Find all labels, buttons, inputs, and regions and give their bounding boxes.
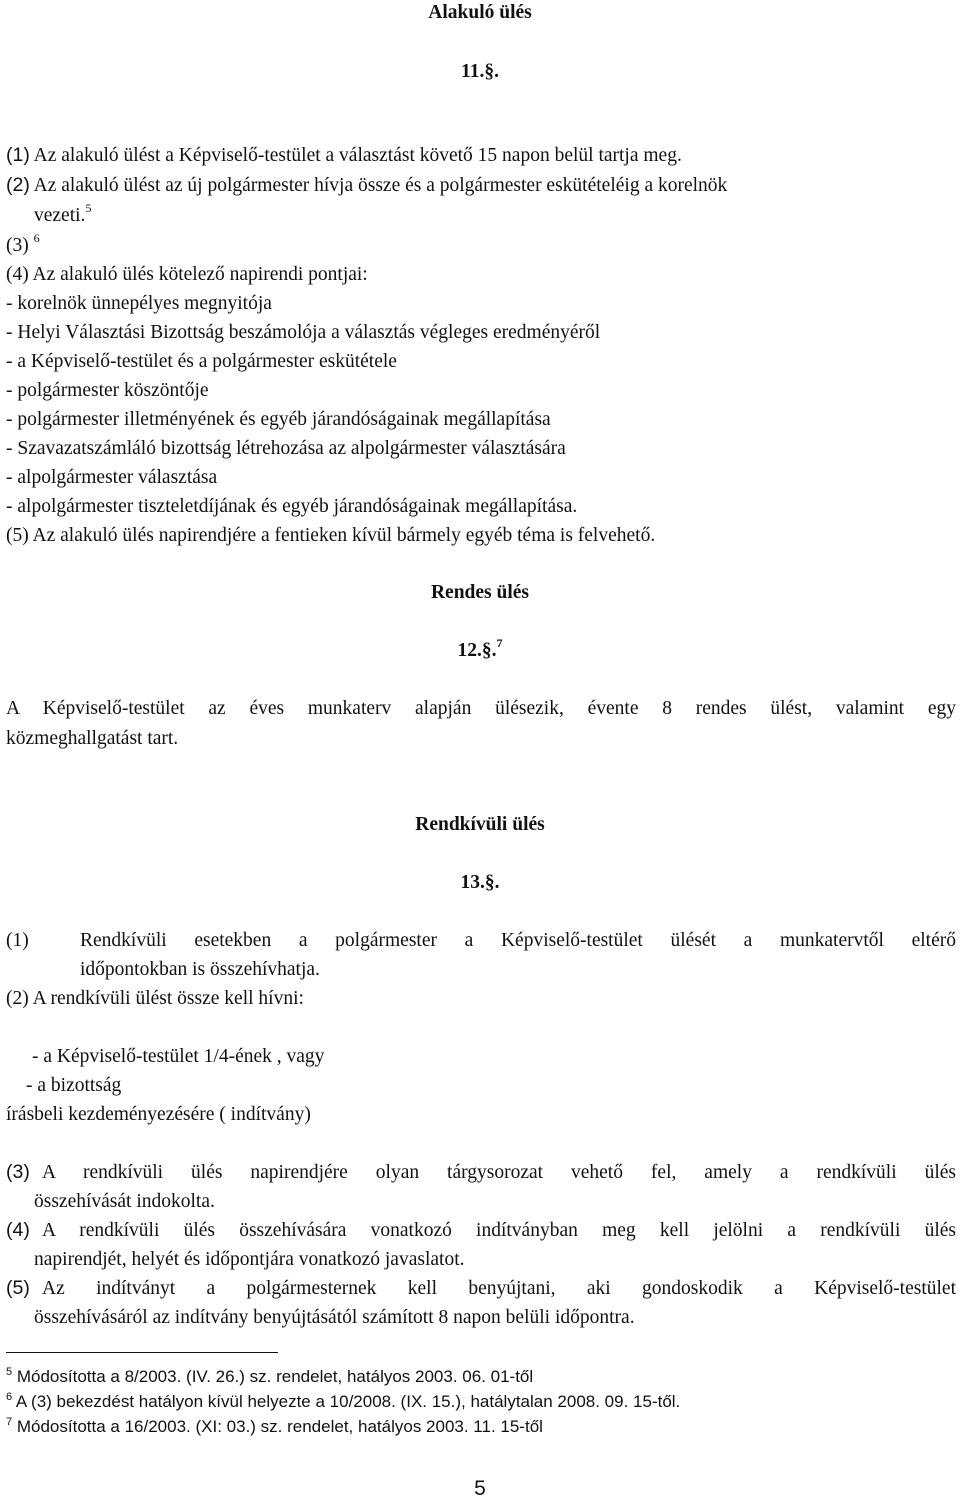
paragraph-13-3-line2: összehívását indokolta. — [34, 1191, 215, 1212]
footnote — [6, 1393, 680, 1410]
section-heading-rendkivuli: Rendkívüli ülés — [415, 814, 545, 835]
paragraph-13-3-line1: A rendkívüli ülés napirendjére olyan tárgysorozat vehető fel, amely a rendkívüli ülés — [42, 1162, 956, 1183]
footnote — [6, 1418, 543, 1435]
paragraph-13-1-line2: időpontokban is összehívhatja. — [80, 959, 320, 980]
agenda-item: - polgármester illetményének és egyéb járandóságainak megállapítása — [6, 409, 551, 430]
paragraph-11-4-intro: (4) Az alakuló ülés kötelező napirendi pontjai: — [6, 264, 368, 285]
paragraph-text: Az alakuló ülést a Képviselő-testület a választást követő 15 napon belül tartja meg. — [33, 145, 682, 166]
footnote-ref[interactable]: 5 — [85, 201, 92, 215]
paragraph-11-1 — [6, 146, 682, 166]
section-heading-rendes: Rendes ülés — [430, 582, 530, 603]
agenda-item: - alpolgármester választása — [6, 467, 218, 488]
paragraph-number: (1) — [6, 144, 30, 166]
paragraph-11-3 — [6, 231, 40, 256]
paragraph-text: vezeti. — [34, 205, 86, 226]
footnote-text: A (3) bekezdést hatályon kívül helyezte a 10/2008. (IX. 15.), hatálytalan 2008. 09. 15-től. — [15, 1392, 681, 1411]
footnote-ref[interactable]: 7 — [496, 636, 503, 650]
paragraph-13-5-line2: összehívásáról az indítvány benyújtásától számított 8 napon belüli időpontra. — [34, 1307, 635, 1328]
paragraph-number: (2) — [6, 174, 30, 196]
agenda-item: - korelnök ünnepélyes megnyitója — [6, 293, 272, 314]
paragraph-11-2-line2 — [34, 201, 92, 226]
section-number-11: 11.§. — [461, 61, 499, 82]
footnote-number: 6 — [6, 1391, 13, 1403]
paragraph-13-1-line1: Rendkívüli esetekben a polgármester a Képviselő-testület ülését a munkatervtől eltérő — [80, 930, 956, 951]
paragraph-13-4-num: (4) — [6, 1219, 30, 1241]
paragraph-13-4-line2: napirendjét, helyét és időpontjára vonatkozó javaslatot. — [34, 1249, 465, 1270]
paragraph-13-3-num: (3) — [6, 1161, 30, 1183]
agenda-item: - Szavazatszámláló bizottság létrehozása az alpolgármester választására — [6, 438, 566, 459]
paragraph-text: Az alakuló ülést az új polgármester hívja össze és a polgármester eskütételéig a korelnök — [33, 175, 728, 196]
footnote-separator — [6, 1352, 278, 1353]
section-heading-alakulo: Alakuló ülés — [428, 2, 532, 23]
footnote-ref[interactable]: 6 — [33, 231, 40, 245]
agenda-item: - a Képviselő-testület és a polgármester eskütétele — [6, 351, 397, 372]
footnote-number: 5 — [6, 1366, 13, 1378]
agenda-item: - alpolgármester tiszteletdíjának és egyéb járandóságainak megállapítása. — [6, 496, 578, 517]
section-number-12 — [0, 636, 960, 661]
paragraph-number: (3) — [6, 235, 29, 256]
footnote-text: Módosította a 16/2003. (XI: 03.) sz. rendelet, hatályos 2003. 11. 15-től — [16, 1417, 543, 1436]
list-item: - a bizottság — [26, 1075, 122, 1096]
footnote-text: Módosította a 8/2003. (IV. 26.) sz. rendelet, hatályos 2003. 06. 01-től — [16, 1367, 534, 1386]
paragraph-13-2 — [6, 989, 304, 1009]
paragraph-12-line2: közmeghallgatást tart. — [6, 728, 179, 749]
paragraph-11-2-line1 — [6, 176, 727, 196]
list-item: - a Képviselő-testület 1/4-ének , vagy — [32, 1046, 325, 1067]
paragraph-13-4-line1: A rendkívüli ülés összehívására vonatkozó indítványban meg kell jelölni a rendkívüli ülés — [42, 1220, 956, 1241]
agenda-item: - Helyi Választási Bizottság beszámolója a választás végleges eredményéről — [6, 322, 601, 343]
agenda-item: - polgármester köszöntője — [6, 380, 209, 401]
paragraph-12-line1: A Képviselő-testület az éves munkaterv alapján ülésezik, évente 8 rendes ülést, valamint egy — [6, 698, 956, 719]
paragraph-11-5: (5) Az alakuló ülés napirendjére a fentieken kívül bármely egyéb téma is felvehető. — [6, 525, 656, 546]
paragraph-13-1-num: (1) — [6, 930, 29, 951]
footnote — [6, 1368, 533, 1385]
paragraph-13-5-num: (5) — [6, 1277, 30, 1299]
page-number: 5 — [474, 1477, 486, 1500]
paragraph-13-5-line1: Az indítványt a polgármesternek kell benyújtani, aki gondoskodik a Képviselő-testület — [42, 1278, 956, 1299]
paragraph-13-2-tail: írásbeli kezdeményezésére ( indítvány) — [6, 1104, 311, 1125]
footnote-number: 7 — [6, 1416, 13, 1428]
section-number-13: 13.§. — [460, 872, 500, 893]
paragraph-number: (2) — [6, 988, 29, 1009]
section-number-text: 12.§. — [457, 640, 497, 661]
paragraph-text: A rendkívüli ülést össze kell hívni: — [32, 988, 304, 1009]
